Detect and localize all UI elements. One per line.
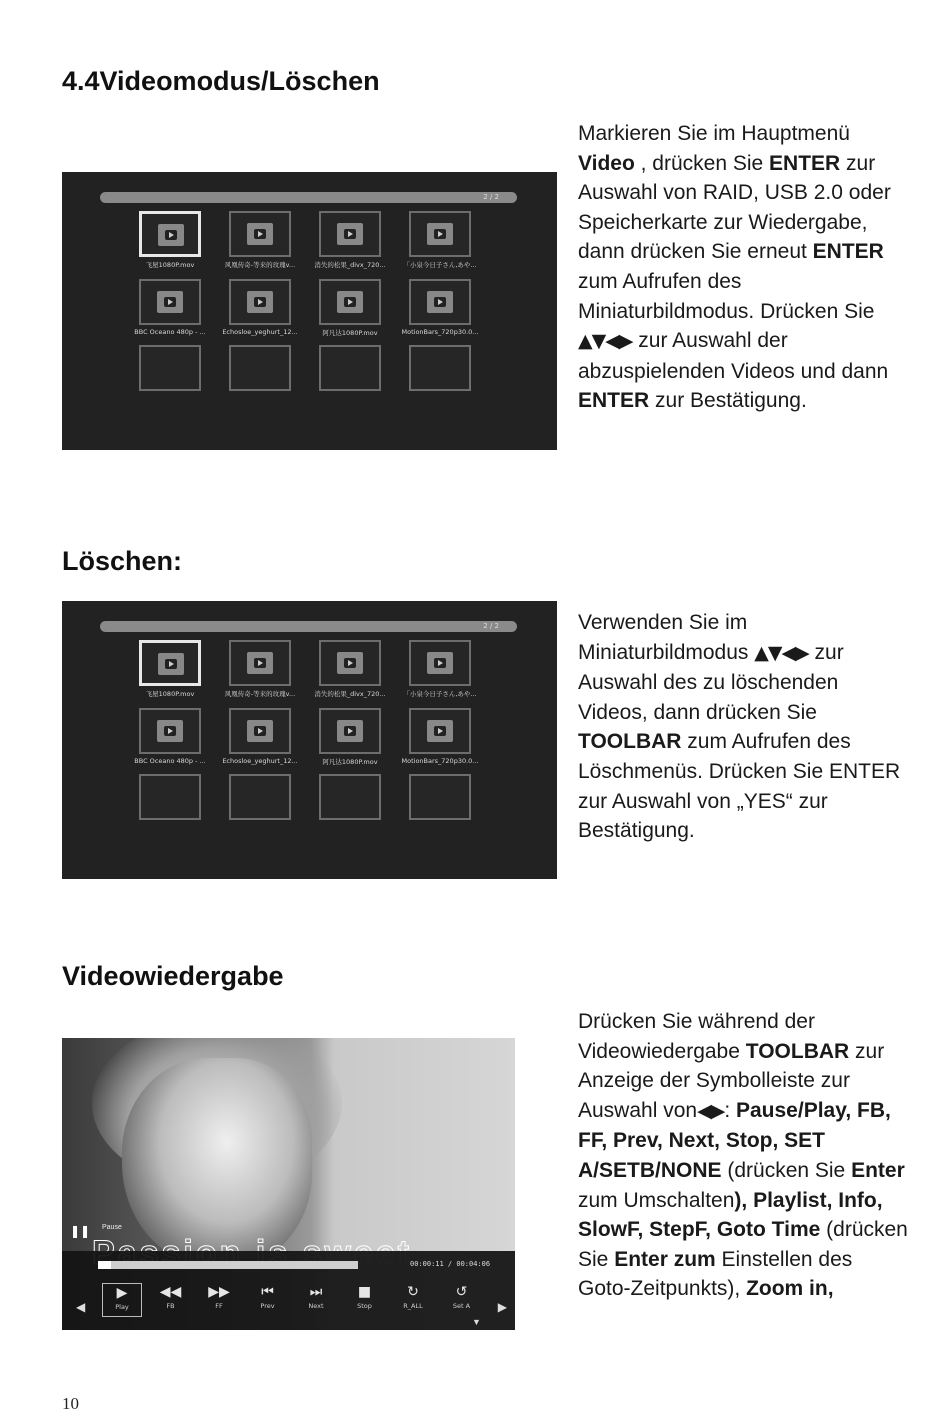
video-thumbnail[interactable] bbox=[409, 345, 471, 391]
video-file-icon bbox=[337, 223, 363, 245]
video-file-icon bbox=[337, 720, 363, 742]
thumbnail-label: 消失的松果_divx_720... bbox=[314, 690, 386, 698]
video-thumbnail[interactable] bbox=[319, 279, 381, 325]
next-button[interactable] bbox=[296, 1283, 336, 1317]
video-thumbnail[interactable] bbox=[229, 708, 291, 754]
text-run: Enter zum bbox=[614, 1247, 716, 1271]
page-number: 10 bbox=[62, 1394, 79, 1413]
thumbnail-grid-screenshot bbox=[62, 172, 557, 450]
video-thumbnail[interactable] bbox=[229, 640, 291, 686]
ff-icon: ▶▶ bbox=[208, 1284, 230, 1300]
text-run: (drücken Sie bbox=[721, 1158, 852, 1182]
progress-bar[interactable] bbox=[98, 1261, 358, 1269]
scroll-bar bbox=[100, 621, 517, 632]
player-toolbar bbox=[62, 1251, 515, 1330]
text-run: ENTER bbox=[812, 240, 884, 264]
prev-button[interactable] bbox=[248, 1283, 288, 1317]
video-thumbnail[interactable] bbox=[409, 640, 471, 686]
video-file-icon bbox=[157, 291, 183, 313]
video-thumbnail[interactable] bbox=[139, 774, 201, 820]
toolbar-button-label: R_ALL bbox=[403, 1302, 423, 1310]
video-file-icon bbox=[247, 720, 273, 742]
section-title-playback: Videowiedergabe bbox=[62, 961, 284, 991]
text-run: zur Bestätigung. bbox=[649, 389, 807, 413]
repeat-all-button[interactable] bbox=[393, 1283, 433, 1317]
repeat-all-icon: ↻ bbox=[407, 1284, 419, 1300]
toolbar-button-label: Play bbox=[115, 1303, 129, 1311]
thumbnail-label: 阿凡达1080P.mov bbox=[322, 758, 378, 766]
text-run: zur Anzeige der Symbolleiste zur Auswahl von bbox=[578, 1039, 885, 1122]
video-file-icon bbox=[158, 653, 184, 675]
video-thumbnail[interactable] bbox=[319, 345, 381, 391]
toolbar-button-label: FF bbox=[215, 1302, 223, 1310]
arrow-keys-icon: ▲▼◀▶ bbox=[578, 330, 633, 353]
text-run: Verwenden Sie im Miniaturbildmodus bbox=[578, 611, 755, 664]
text-run: Drücken Sie während der Videowiedergabe bbox=[578, 1010, 815, 1063]
video-thumbnail[interactable] bbox=[139, 345, 201, 391]
video-file-icon bbox=[247, 223, 273, 245]
page-indicator: 2 / 2 bbox=[483, 193, 499, 201]
thumbnail-grid-screenshot bbox=[62, 601, 557, 879]
pause-label: Pause bbox=[102, 1224, 122, 1231]
video-file-icon bbox=[337, 291, 363, 313]
fb-icon: ◀◀ bbox=[159, 1284, 182, 1300]
text-run: zum Aufrufen des Miniaturbildmodus. Drücken Sie bbox=[578, 269, 875, 323]
play-icon: ▶ bbox=[116, 1285, 128, 1301]
text-run: Einstellen des Goto-Zeitpunkts), bbox=[578, 1247, 853, 1301]
video-thumbnail[interactable] bbox=[229, 279, 291, 325]
video-thumbnail[interactable] bbox=[409, 211, 471, 257]
video-mode-description bbox=[578, 119, 908, 416]
set-a-button[interactable] bbox=[442, 1283, 482, 1317]
text-run: Zoom in, bbox=[746, 1277, 834, 1301]
video-thumbnail[interactable] bbox=[229, 774, 291, 820]
video-file-icon bbox=[158, 224, 184, 246]
text-run: Video bbox=[578, 151, 635, 175]
playback-description bbox=[578, 1007, 908, 1304]
text-run: zur Auswahl der abzuspielenden Videos und dann bbox=[578, 329, 889, 383]
delete-description bbox=[578, 608, 908, 846]
video-thumbnail[interactable] bbox=[139, 640, 201, 686]
thumbnail-label: MotionBars_720p30.0... bbox=[401, 757, 479, 765]
video-file-icon bbox=[247, 291, 273, 313]
video-thumbnail[interactable] bbox=[319, 708, 381, 754]
thumbnail-label: 「小泉今日子さん,あや... bbox=[403, 261, 477, 269]
arrow-keys-icon: ◀▶ bbox=[697, 1099, 725, 1122]
video-thumbnail[interactable] bbox=[319, 211, 381, 257]
page-indicator: 2 / 2 bbox=[483, 622, 499, 630]
thumbnail-label: BBC Oceano 480p - ... bbox=[134, 757, 206, 765]
video-player-screenshot bbox=[62, 1038, 515, 1330]
video-file-icon bbox=[427, 720, 453, 742]
text-run: (drücken Sie bbox=[578, 1218, 908, 1271]
video-file-icon bbox=[427, 652, 453, 674]
text-run: ENTER bbox=[578, 389, 650, 413]
arrow-keys-icon: ▲▼◀▶ bbox=[754, 641, 809, 664]
text-run: : bbox=[724, 1098, 736, 1122]
text-run: ), bbox=[734, 1188, 748, 1212]
video-thumbnail[interactable] bbox=[409, 279, 471, 325]
ff-button[interactable] bbox=[199, 1283, 239, 1317]
time-readout: 00:00:11 / 00:04:06 bbox=[410, 1260, 491, 1268]
video-thumbnail[interactable] bbox=[409, 708, 471, 754]
text-run: , drücken Sie bbox=[634, 151, 770, 175]
scroll-bar bbox=[100, 192, 517, 203]
thumbnail-label: Echosloe_yeghurt_12... bbox=[222, 328, 298, 336]
video-file-icon bbox=[337, 652, 363, 674]
thumbnail-label: 飞屋1080P.mov bbox=[145, 690, 195, 698]
text-run: zur Auswahl von RAID, USB 2.0 oder Speicherkarte zur Wiedergabe, dann drücken Sie erneut bbox=[578, 151, 891, 264]
text-run: zur Auswahl des zu löschenden Videos, dann drücken Sie bbox=[578, 640, 844, 724]
thumbnail-label: 「小泉今日子さん,あや... bbox=[403, 690, 477, 698]
prev-icon: ⏮ bbox=[261, 1284, 274, 1300]
video-file-icon bbox=[427, 223, 453, 245]
text-run: Enter bbox=[851, 1158, 905, 1182]
video-thumbnail[interactable] bbox=[139, 279, 201, 325]
stop-button[interactable] bbox=[345, 1283, 385, 1317]
text-run: zum Aufrufen des Löschmenüs. Drücken Sie ENTER zur Auswahl von „YES“ zur Bestätigung. bbox=[578, 730, 901, 843]
toolbar-button-label: Set A bbox=[452, 1302, 471, 1310]
video-thumbnail[interactable] bbox=[139, 211, 201, 257]
arrow-right-icon[interactable]: ▶ bbox=[497, 1300, 507, 1314]
toolbar-button-label: FB bbox=[166, 1302, 175, 1310]
thumbnail-label: MotionBars_720p30.0... bbox=[401, 328, 479, 336]
text-run: Markieren Sie im Hauptmenü bbox=[578, 122, 850, 145]
text-run: Pause/Play, FB, FF, Prev, Next, Stop, SET A/SETB/NONE bbox=[578, 1098, 891, 1182]
text-run: ENTER bbox=[769, 151, 841, 175]
video-thumbnail[interactable] bbox=[319, 774, 381, 820]
section-title-delete: Löschen: bbox=[62, 546, 183, 576]
video-file-icon bbox=[157, 720, 183, 742]
stop-icon: ■ bbox=[357, 1284, 372, 1300]
text-run: TOOLBAR bbox=[745, 1039, 850, 1063]
thumbnail-label: 飞屋1080P.mov bbox=[145, 261, 195, 269]
text-run: zum Umschalten bbox=[578, 1188, 735, 1212]
toolbar-button-label: Prev bbox=[260, 1302, 275, 1310]
text-run: TOOLBAR bbox=[578, 730, 682, 754]
thumbnail-label: 阿凡达1080P.mov bbox=[322, 329, 378, 337]
toolbar-button-label: Stop bbox=[357, 1302, 372, 1310]
video-file-icon bbox=[427, 291, 453, 313]
toolbar-button-label: Next bbox=[308, 1302, 324, 1310]
arrow-down-icon[interactable]: ▼ bbox=[472, 1317, 481, 1327]
thumbnail-label: BBC Oceano 480p - ... bbox=[134, 328, 206, 336]
fb-button[interactable] bbox=[151, 1283, 191, 1317]
section-title-video-mode: 4.4Videomodus/Löschen bbox=[62, 66, 380, 96]
video-file-icon bbox=[247, 652, 273, 674]
thumbnail-label: 风凰传奇-等来的玫瑰v... bbox=[224, 261, 296, 269]
video-thumbnail[interactable] bbox=[139, 708, 201, 754]
pause-icon: ❚❚ bbox=[70, 1224, 91, 1238]
play-button[interactable] bbox=[102, 1283, 142, 1317]
set-a-icon: ↺ bbox=[455, 1284, 468, 1300]
thumbnail-label: 消失的松果_divx_720... bbox=[314, 261, 386, 269]
next-icon: ⏭ bbox=[309, 1284, 323, 1300]
thumbnail-label: 风凰传奇-等来的玫瑰v... bbox=[224, 690, 296, 698]
arrow-left-icon[interactable]: ◀ bbox=[76, 1300, 86, 1314]
video-thumbnail[interactable] bbox=[229, 345, 291, 391]
video-thumbnail[interactable] bbox=[409, 774, 471, 820]
video-thumbnail[interactable] bbox=[319, 640, 381, 686]
text-run: Playlist, Info, SlowF, StepF, Goto Time bbox=[578, 1188, 883, 1242]
thumbnail-label: Echosloe_yeghurt_12... bbox=[222, 757, 298, 765]
video-thumbnail[interactable] bbox=[229, 211, 291, 257]
